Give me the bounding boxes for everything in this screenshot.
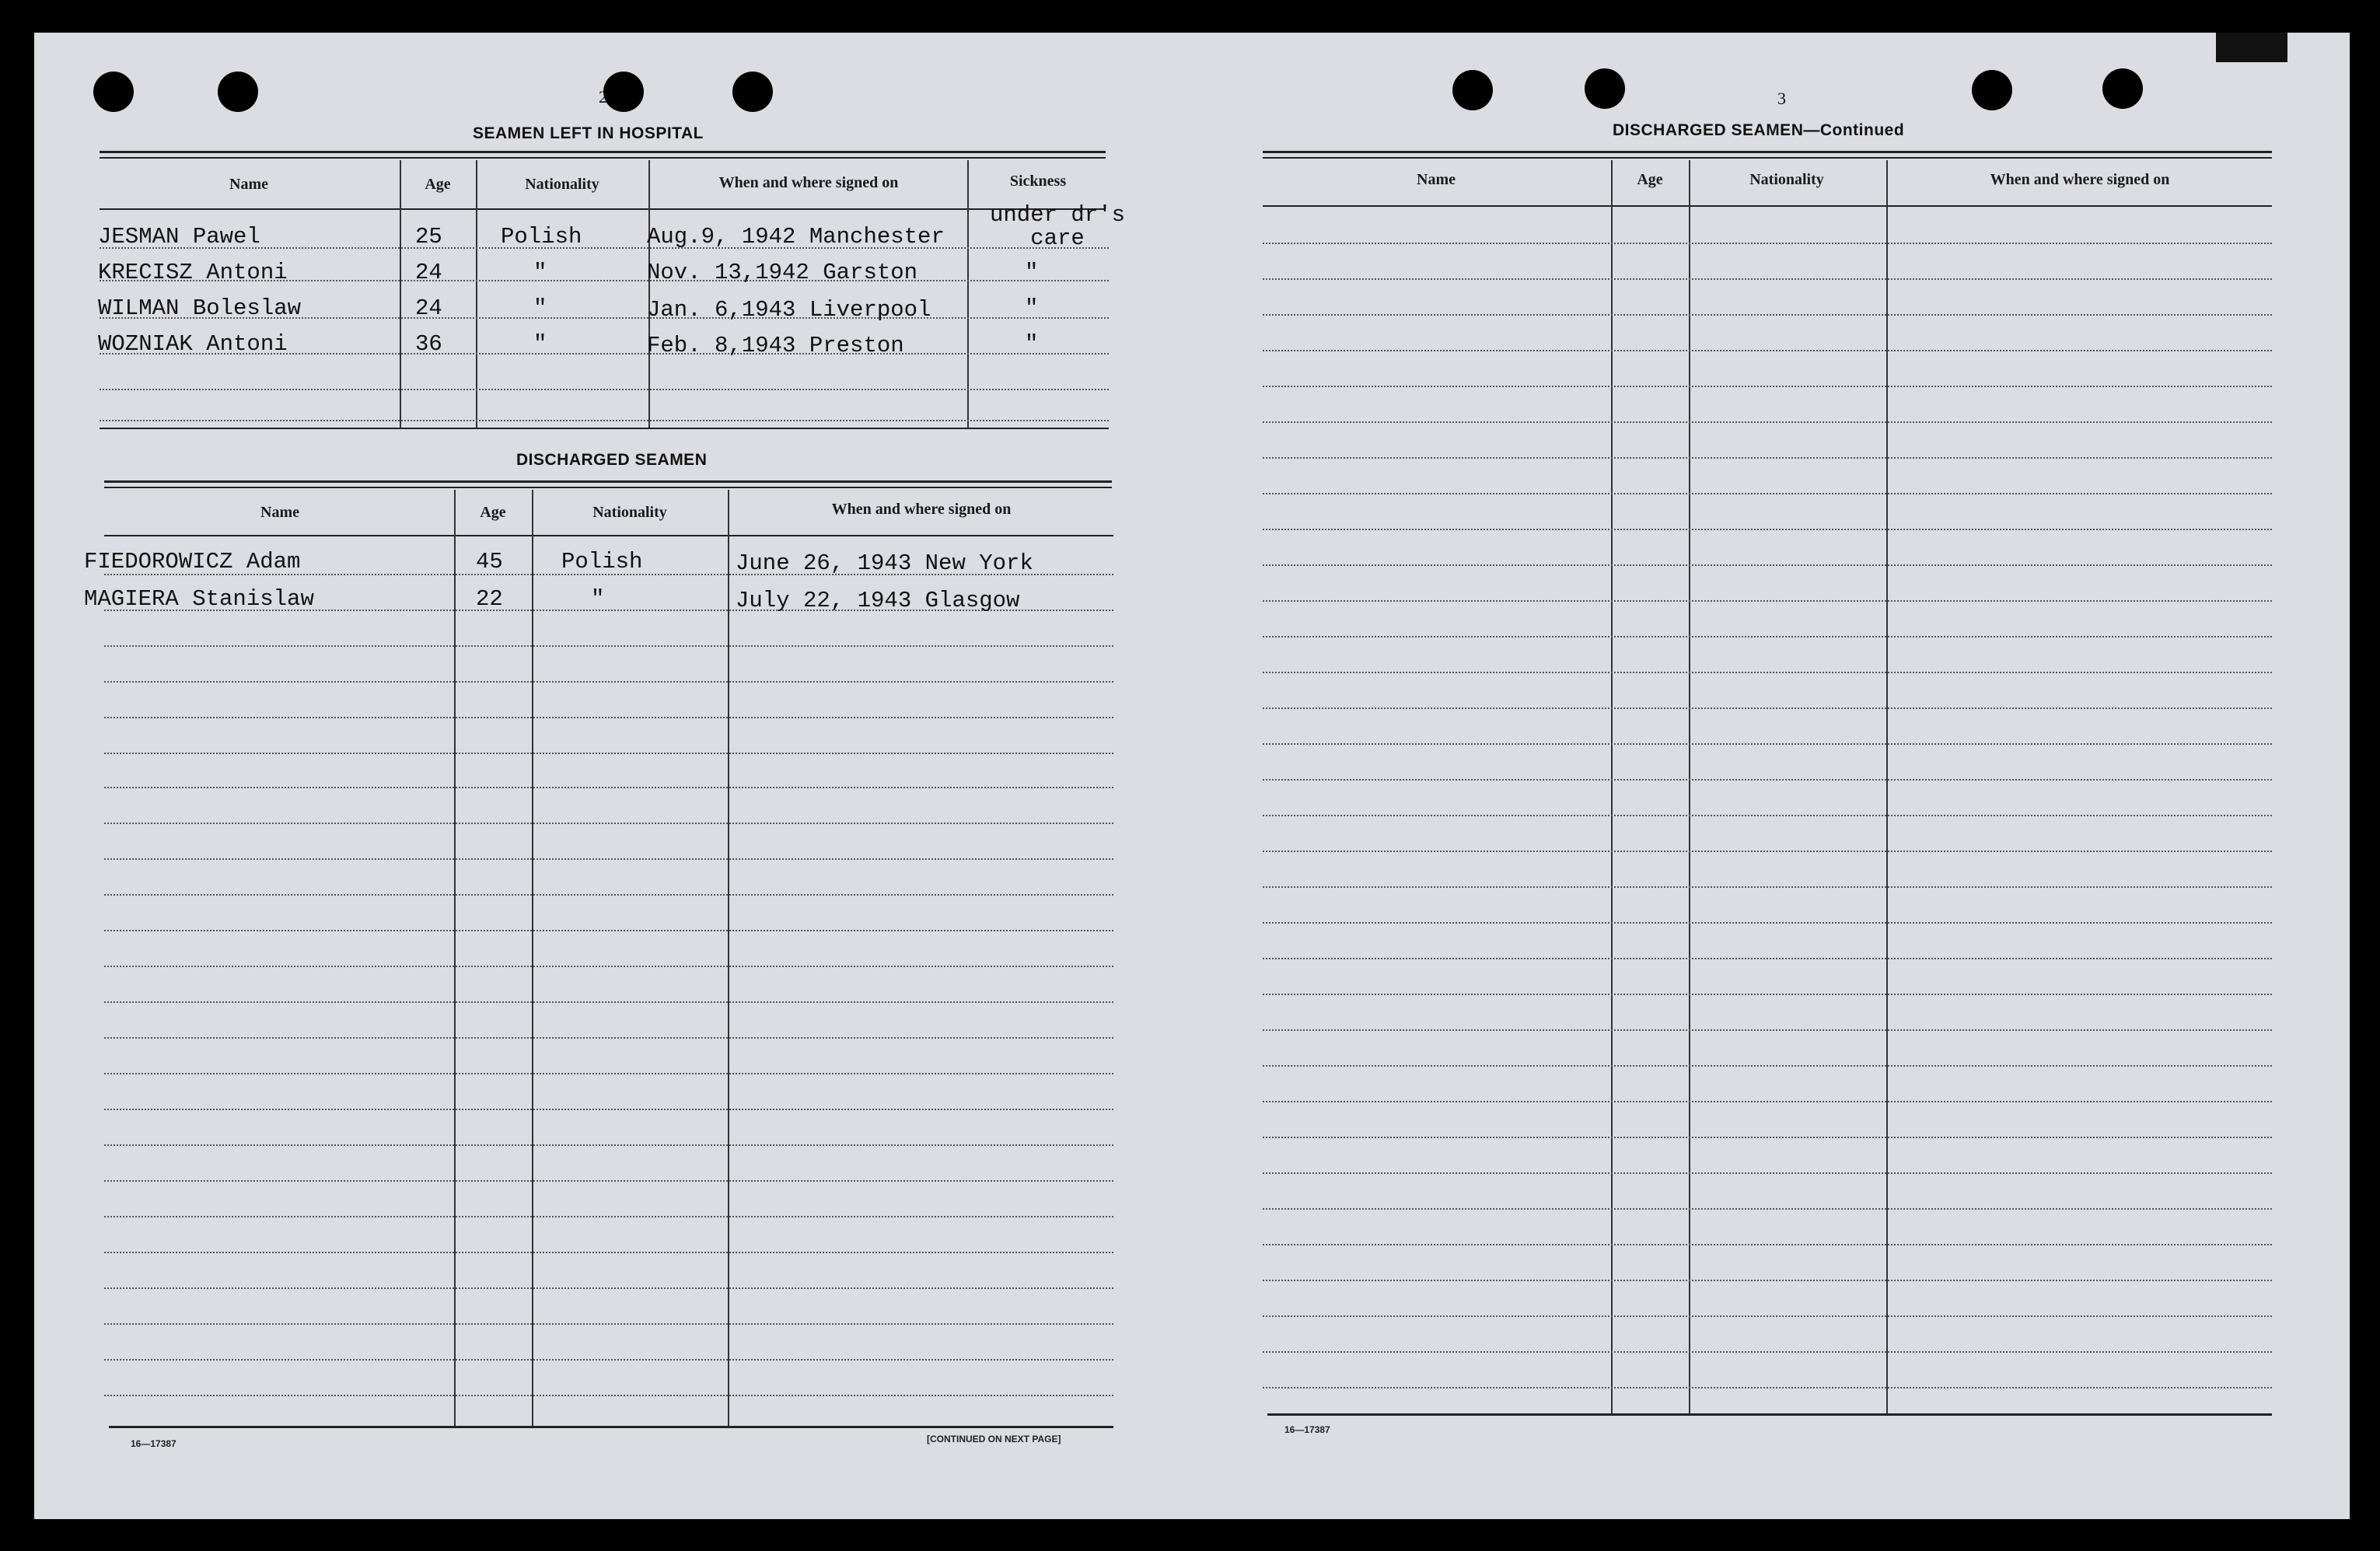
age-cell: 24: [415, 295, 442, 321]
continued-note: [CONTINUED ON NEXT PAGE]: [927, 1434, 1061, 1444]
punch-hole: [1452, 70, 1493, 110]
name-cell: JESMAN Pawel: [98, 224, 260, 250]
sickness-cell: ": [1025, 295, 1039, 321]
name-cell: WILMAN Boleslaw: [98, 295, 302, 321]
punch-hole: [2102, 68, 2143, 109]
signed-on-cell: Jan. 6,1943 Liverpool: [647, 297, 931, 323]
form-number: 16—17387: [1284, 1424, 1330, 1435]
age-cell: 24: [415, 260, 442, 285]
column-header: Age: [1637, 171, 1663, 188]
signed-on-cell: July 22, 1943 Glasgow: [736, 588, 1020, 613]
nationality-cell: ": [533, 260, 547, 285]
age-cell: 22: [476, 586, 503, 612]
column-header: Name: [260, 504, 299, 521]
column-header: Age: [480, 504, 506, 521]
signed-on-cell: Nov. 13,1942 Garston: [647, 260, 918, 285]
punch-hole: [218, 72, 258, 112]
punch-hole: [1972, 70, 2012, 110]
table-top-rule: [100, 151, 1106, 153]
column-header: Name: [1417, 171, 1456, 188]
column-header: When and where signed on: [718, 174, 899, 191]
page-number: 2: [599, 87, 607, 107]
punch-hole: [732, 72, 773, 112]
age-cell: 25: [415, 224, 442, 250]
signed-on-cell: Feb. 8,1943 Preston: [647, 333, 904, 358]
punch-hole: [603, 72, 644, 112]
section-title-discharged: DISCHARGED SEAMEN: [516, 451, 708, 469]
sickness-cell: ": [1025, 331, 1039, 357]
section-title-discharged-continued: DISCHARGED SEAMEN—Continued: [1613, 121, 1905, 139]
punch-hole: [93, 72, 134, 112]
nationality-cell: Polish: [561, 549, 643, 575]
signed-on-cell: June 26, 1943 New York: [736, 550, 1033, 576]
age-cell: 45: [476, 549, 503, 575]
document-sheet: [34, 33, 2350, 1519]
section-title-hospital: SEAMEN LEFT IN HOSPITAL: [473, 124, 704, 142]
age-cell: 36: [415, 331, 442, 357]
column-header: Nationality: [592, 504, 667, 521]
header-rule: [100, 208, 1106, 210]
column-header: Age: [425, 176, 451, 193]
page-number: 3: [1777, 89, 1786, 108]
column-header: When and where signed on: [1990, 171, 2170, 188]
name-cell: FIEDOROWICZ Adam: [84, 549, 301, 575]
sheet-tab: [2216, 33, 2287, 62]
column-header: Name: [229, 176, 268, 193]
signed-on-cell: Aug.9, 1942 Manchester: [647, 224, 945, 250]
sickness-cell: under dr's care: [989, 202, 1126, 251]
column-header: When and where signed on: [831, 501, 1012, 518]
column-header: Sickness: [1009, 173, 1067, 190]
nationality-cell: ": [591, 586, 605, 612]
nationality-cell: ": [533, 295, 547, 321]
name-cell: WOZNIAK Antoni: [98, 331, 288, 357]
name-cell: MAGIERA Stanislaw: [84, 586, 314, 612]
column-header: Nationality: [525, 176, 599, 193]
nationality-cell: ": [533, 331, 547, 357]
nationality-cell: Polish: [501, 224, 582, 250]
column-header: Nationality: [1749, 171, 1824, 188]
sickness-cell: ": [1025, 260, 1039, 285]
punch-hole: [1585, 68, 1625, 109]
name-cell: KRECISZ Antoni: [98, 260, 288, 285]
form-number: 16—17387: [131, 1438, 176, 1449]
